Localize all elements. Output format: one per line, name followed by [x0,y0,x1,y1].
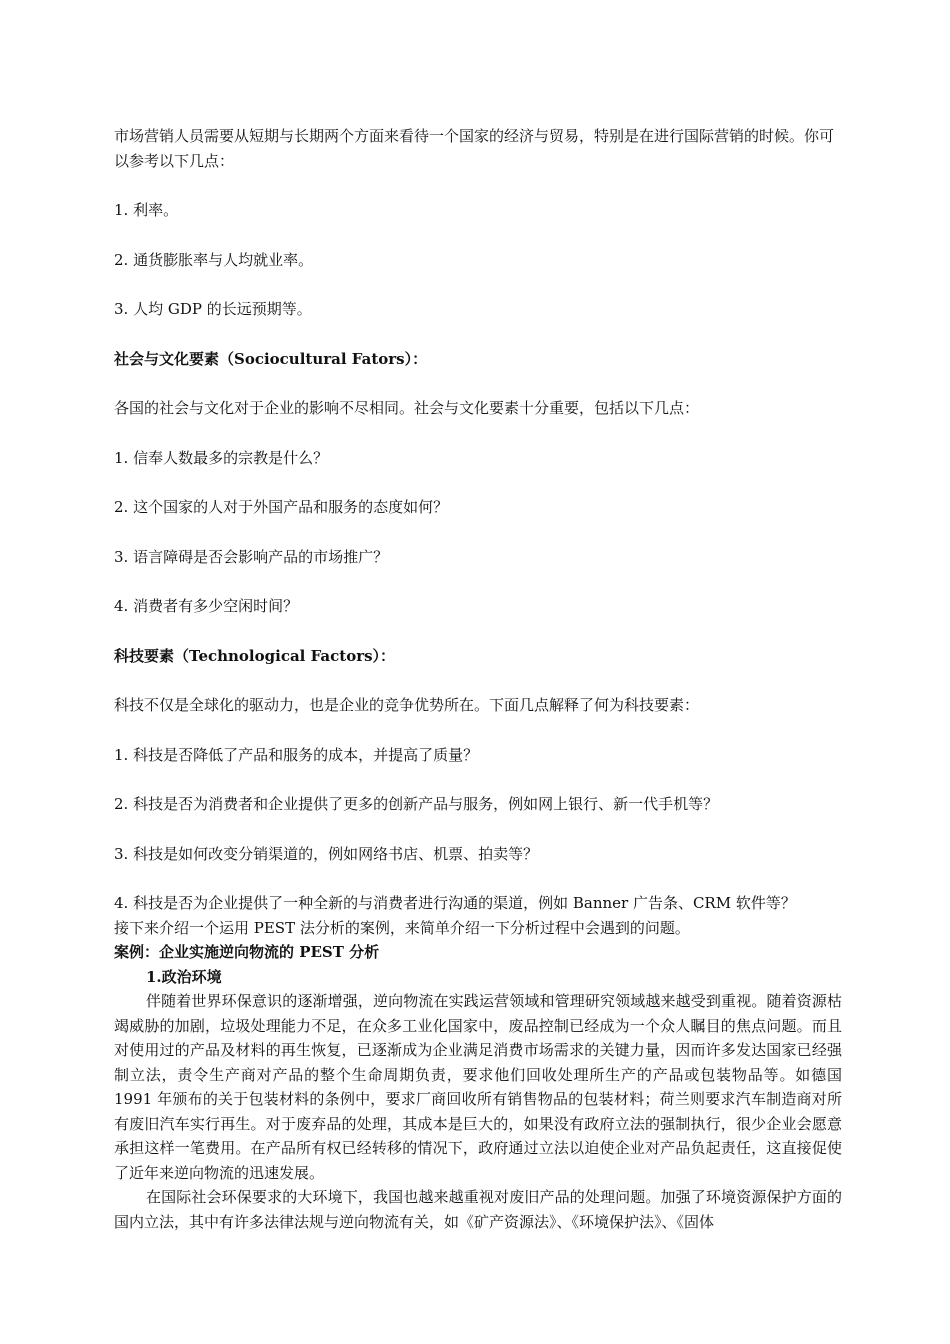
sociocultural-heading: 社会与文化要素（Sociocultural Fators）： [114,349,428,368]
economic-item-3: 3. 人均 GDP 的长远预期等。 [114,300,312,318]
sociocultural-item-1: 1. 信奉人数最多的宗教是什么？ [114,448,329,467]
technological-heading: 科技要素（Technological Factors）： [114,646,396,665]
technological-item-2: 2. 科技是否为消费者和企业提供了更多的创新产品与服务，例如网上银行、新一代手机等？ [114,795,719,813]
political-paragraph-2: 在国际社会环保要求的大环境下，我国也越来越重视对废旧产品的处理问题。加强了环境资源保护方面的国内立法，其中有许多法律法规与逆向物流有关，如《矿产资源法》、《环境保护法》、《固体 [114,1188,842,1231]
sociocultural-intro: 各国的社会与文化对于企业的影响不尽相同。社会与文化要素十分重要，包括以下几点： [114,399,700,417]
document-page [114,124,842,1234]
economic-item-2: 2. 通货膨胀率与人均就业率。 [114,250,314,269]
technological-item-1: 1. 科技是否降低了产品和服务的成本，并提高了质量？ [114,745,479,764]
economic-item-1: 1. 利率。 [114,201,179,219]
political-section-title: 1.政治环境 [146,967,222,986]
sociocultural-item-2: 2. 这个国家的人对于外国产品和服务的态度如何？ [114,498,449,516]
sociocultural-item-3: 3. 语言障碍是否会影响产品的市场推广？ [114,547,389,566]
technological-intro: 科技不仅是全球化的驱动力，也是企业的竞争优势所在。下面几点解释了何为科技要素： [114,696,700,714]
economic-intro: 市场营销人员需要从短期与长期两个方面来看待一个国家的经济与贸易，特别是在进行国际营销的时候。你可以参考以下几点： [114,127,835,170]
technological-item-4: 4. 科技是否为企业提供了一种全新的与消费者进行沟通的渠道，例如 Banner 广告条、CRM 软件等？ [114,894,796,912]
case-transition: 接下来介绍一个运用 PEST 法分析的案例，来简单介绍一下分析过程中会遇到的问题。 [114,918,690,937]
case-title: 案例：企业实施逆向物流的 PEST 分析 [114,943,380,961]
technological-item-3: 3. 科技是如何改变分销渠道的，例如网络书店、机票、拍卖等？ [114,844,539,863]
political-paragraph-1: 伴随着世界环保意识的逐渐增强，逆向物流在实践运营领域和管理研究领域越来越受到重视。随着资源枯竭威胁的加剧，垃圾处理能力不足，在众多工业化国家中，废品控制已经成为一个众人瞩目的焦点问题。而且对使用过的产品及材料的再生恢复，已逐渐成为企业满足消费市场需求的关键力量，因而许多发达国家已经强制立法，责令生产商对产品的整个生命周期负责，要求他们回收处理所生产的产品或包装物品等。如德国 1991 年颁布的关于包装材料的条例中，要求厂商回收所有销售物品的包装材料；荷兰则要求汽车制造商对所有废旧汽车实行再生。对于废弃品的处理，其成本是巨大的，如果没有政府立法的强制执行，很少企业会愿意承担这样一笔费用。在产品所有权已经转移的情况下，政府通过立法以迫使企业对产品负起责任，这直接促使了近年来逆向物流的迅速发展。 [114,992,842,1182]
sociocultural-item-4: 4. 消费者有多少空闲时间？ [114,597,299,615]
